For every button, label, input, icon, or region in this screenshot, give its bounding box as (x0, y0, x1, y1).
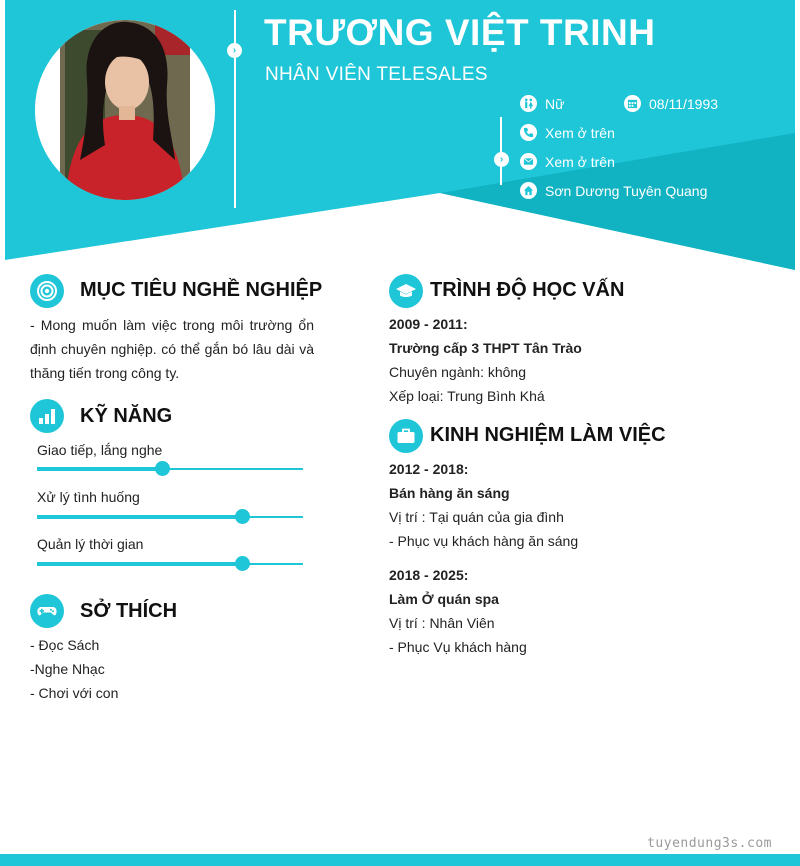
phone-icon (520, 124, 537, 141)
education-major: Chuyên ngành: không (389, 364, 526, 380)
job-period: 2012 - 2018: (389, 461, 469, 477)
skill-bar-fill (37, 515, 242, 519)
bar-chart-icon (30, 399, 64, 433)
skill-label: Quản lý thời gian (37, 536, 144, 552)
contact-gender (520, 95, 564, 112)
footer-bar (0, 854, 800, 866)
job-company: Làm Ở quán spa (389, 591, 499, 607)
target-icon (30, 274, 64, 308)
birthday-value: 08/11/1993 (649, 95, 719, 112)
skill-bar (37, 468, 303, 470)
job-duty: - Phục Vụ khách hàng (389, 639, 527, 655)
job-period: 2018 - 2025: (389, 567, 469, 583)
job-position: Vị trí : Nhân Viên (389, 615, 495, 631)
chevron-right-icon: › (227, 43, 242, 58)
header-divider-line (234, 10, 236, 208)
skill-bar-knob (235, 509, 250, 524)
phone-value: Xem ở trên (545, 124, 615, 141)
hobby-item: -Nghe Nhạc (30, 661, 105, 677)
experience-title: KINH NGHIỆM LÀM VIỆC (430, 424, 666, 446)
graduation-cap-icon (389, 274, 423, 308)
address-value: Sơn Dương Tuyên Quang (545, 182, 708, 199)
job-title: NHÂN VIÊN TELESALES (265, 64, 488, 85)
skill-bar-fill (37, 562, 242, 566)
briefcase-icon (389, 419, 423, 453)
skill-label: Giao tiếp, lắng nghe (37, 442, 163, 458)
job-duty: - Phục vụ khách hàng ăn sáng (389, 533, 579, 549)
objective-text: - Mong muốn làm việc trong môi trường ổn định chuyên nghiệp. có thể gắn bó lâu dài và thăng tiến trong công ty. (30, 317, 314, 381)
skill-bar-knob (155, 461, 170, 476)
watermark: tuyendung3s.com (647, 836, 772, 851)
skill-bar (37, 516, 303, 518)
contact-address (520, 182, 707, 199)
email-value: Xem ở trên (545, 153, 615, 170)
education-grade: Xếp loại: Trung Bình Khá (389, 388, 545, 404)
hobby-item: - Chơi với con (30, 685, 119, 701)
hobbies-title: SỞ THÍCH (80, 600, 178, 622)
profile-photo (35, 20, 215, 200)
skill-bar-knob (235, 556, 250, 571)
mail-icon (520, 153, 537, 170)
objective-title: MỤC TIÊU NGHỀ NGHIỆP (80, 279, 323, 301)
skill-label: Xử lý tình huống (37, 489, 140, 505)
contact-phone (520, 124, 615, 141)
contact-birthday (624, 95, 718, 112)
skill-bar (37, 563, 303, 565)
candidate-name: TRƯƠNG VIỆT TRINH (264, 12, 656, 53)
education-title: TRÌNH ĐỘ HỌC VẤN (430, 279, 625, 301)
gender-value: Nữ (545, 95, 565, 112)
skill-bar-fill (37, 467, 162, 471)
education-period: 2009 - 2011: (389, 316, 468, 332)
contact-divider-line (500, 117, 502, 185)
job-company: Bán hàng ăn sáng (389, 485, 510, 501)
gamepad-icon (30, 594, 64, 628)
hobby-item: - Đọc Sách (30, 637, 100, 653)
contact-email (520, 153, 615, 170)
home-icon (520, 182, 537, 199)
chevron-right-icon: › (494, 152, 509, 167)
calendar-icon (624, 95, 641, 112)
gender-icon (520, 95, 537, 112)
job-position: Vị trí : Tại quán của gia đình (389, 509, 564, 525)
education-school: Trường cấp 3 THPT Tân Trào (389, 340, 582, 356)
skills-title: KỸ NĂNG (80, 405, 173, 427)
